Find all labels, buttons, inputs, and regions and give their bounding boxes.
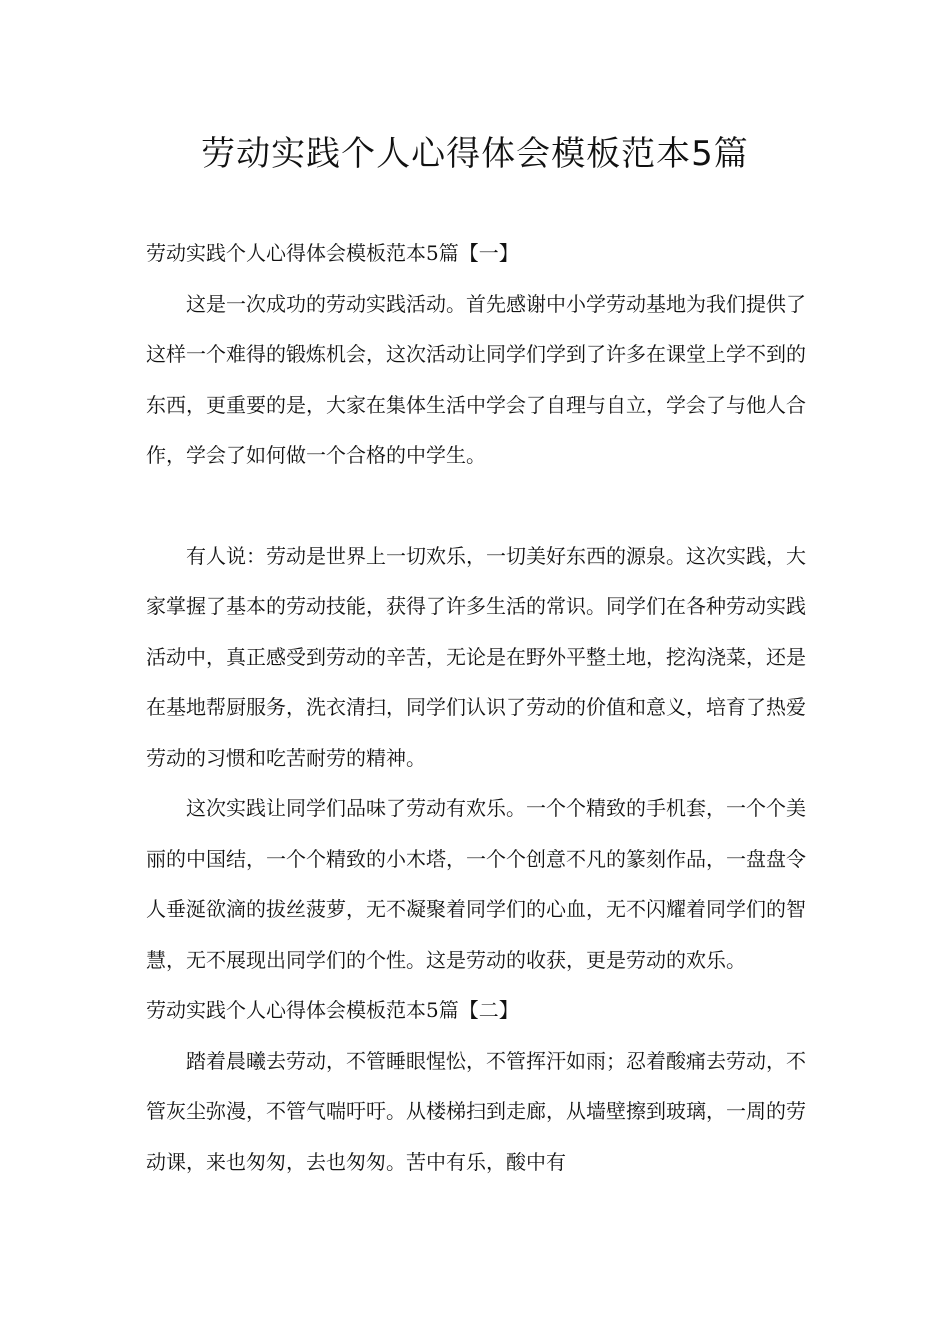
paragraph: 这是一次成功的劳动实践活动。首先感谢中小学劳动基地为我们提供了这样一个难得的锻炼机会，这次活动让同学们学到了许多在课堂上学不到的东西，更重要的是，大家在集体生活中学会了自理与自立，学会了与他人合作，学会了如何做一个合格的中学生。	[146, 291, 806, 467]
paragraph-spacer	[146, 481, 806, 531]
document-title: 劳动实践个人心得体会模板范本5篇	[201, 134, 749, 174]
paragraph: 这次实践让同学们品味了劳动有欢乐。一个个精致的手机套，一个个美丽的中国结，一个个精致的小木塔，一个个创意不凡的篆刻作品，一盘盘令人垂涎欲滴的拔丝菠萝，无不凝聚着同学们的心血，无不闪耀着同学们的智慧，无不展现出同学们的个性。这是劳动的收获，更是劳动的欢乐。	[146, 796, 806, 972]
section-heading-2: 劳动实践个人心得体会模板范本5篇【二】	[146, 998, 519, 1022]
section-heading-1: 劳动实践个人心得体会模板范本5篇【一】	[146, 241, 519, 265]
paragraph: 踏着晨曦去劳动，不管睡眼惺忪，不管挥汗如雨；忍着酸痛去劳动，不管灰尘弥漫，不管气喘吁吁。从楼梯扫到走廊，从墙壁擦到玻璃，一周的劳动课，来也匆匆，去也匆匆。苦中有乐，酸中有	[146, 1048, 806, 1174]
document-body	[146, 228, 806, 1187]
paragraph: 有人说：劳动是世界上一切欢乐，一切美好东西的源泉。这次实践，大家掌握了基本的劳动技能，获得了许多生活的常识。同学们在各种劳动实践活动中，真正感受到劳动的辛苦，无论是在野外平整土地，挖沟浇菜，还是在基地帮厨服务，洗衣清扫，同学们认识了劳动的价值和意义，培育了热爱劳动的习惯和吃苦耐劳的精神。	[146, 543, 806, 770]
